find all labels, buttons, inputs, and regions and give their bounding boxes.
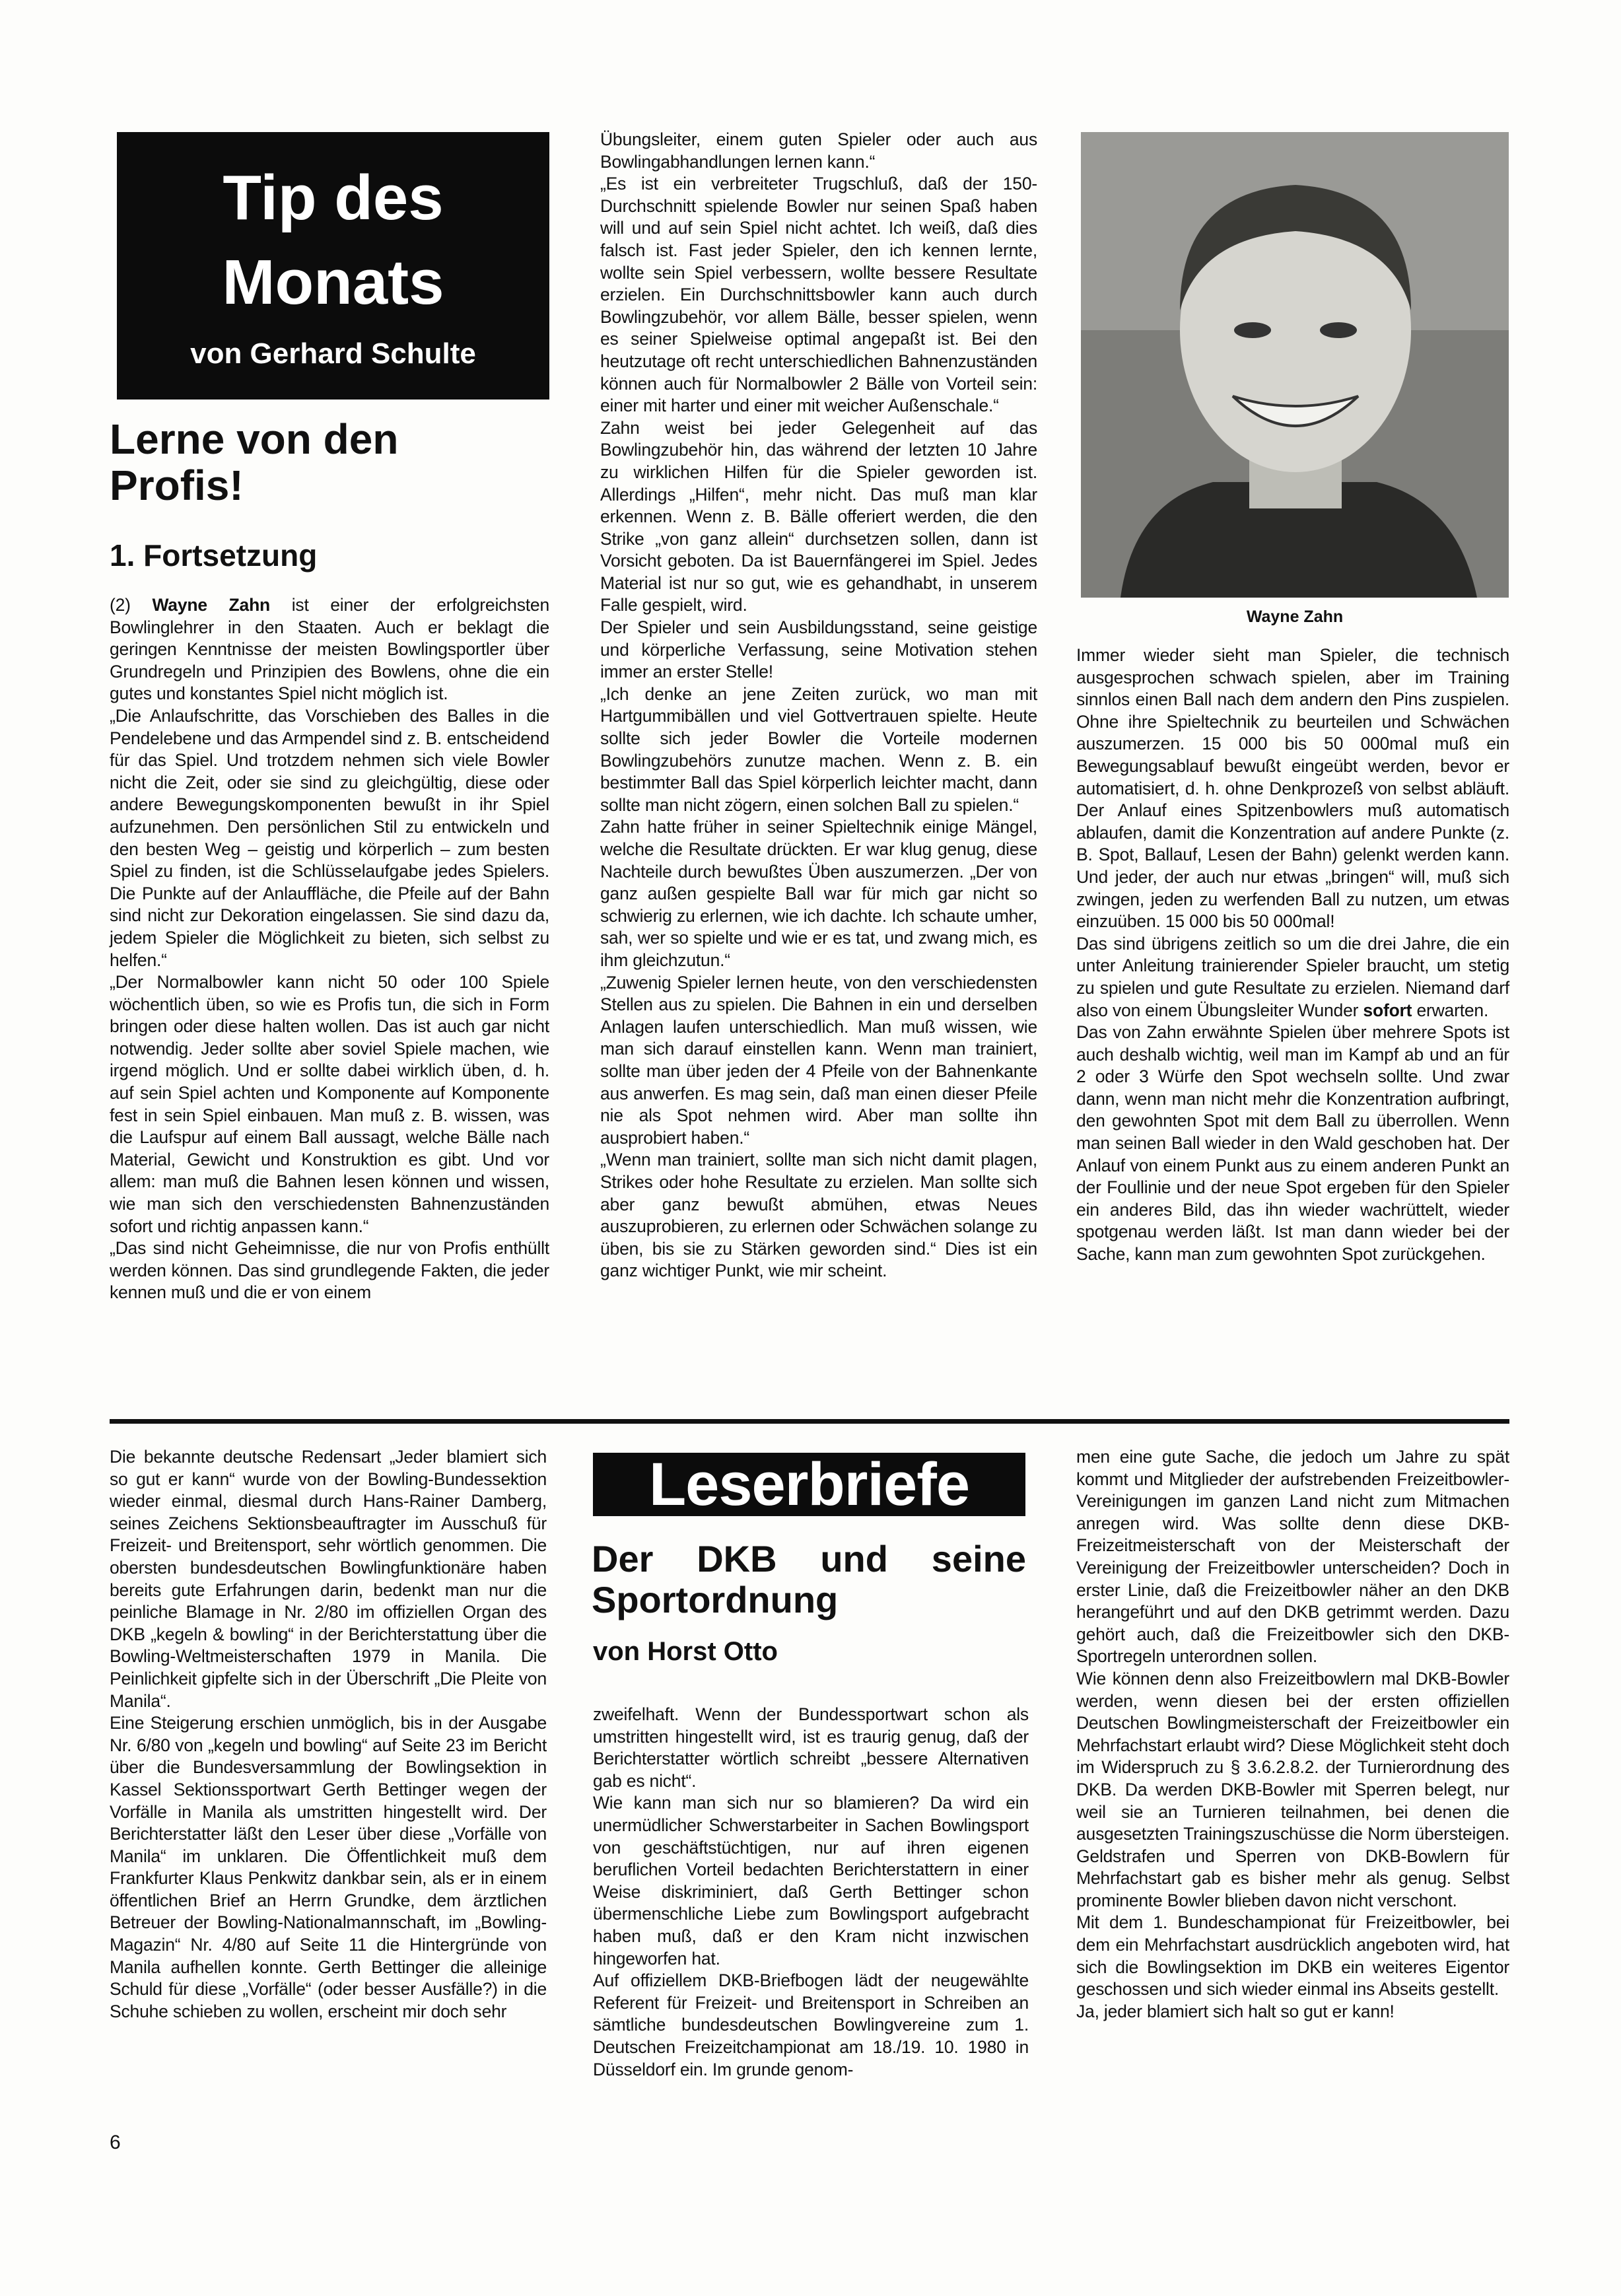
paragraph: „Zuwenig Spieler lernen heute, von den verschiedensten Stellen aus zu spielen. Die Bahnen in ein und derselben Anlagen laufen unterschiedlich. Man muß wissen, wie man sich darauf einstellen kann. Wenn man trainiert, sollte man über jeden der 4 Pfeile von der Bahnenkante aus anwerfen. Es mag sein, daß man einen dieser Pfeile nie als Spot nehmen wird. Aber man sollte ihn ausprobiert haben.“ (600, 972, 1037, 1148)
text: erwarten. (1412, 1000, 1489, 1020)
tip-column-1 (110, 594, 549, 1304)
section-divider (110, 1419, 1509, 1424)
bold-word: sofort (1363, 1000, 1412, 1020)
portrait-image (1081, 132, 1509, 598)
bold-name: Wayne Zahn (152, 595, 271, 615)
letters-banner (593, 1453, 1025, 1516)
column-title-line2: Monats (222, 247, 444, 318)
paragraph: men eine gute Sache, die jedoch um Jahre zu spät kommt und Mitglieder der aufstrebenden Freizeitbowler-Vereinigungen im ganzen Land nicht zum Mitmachen anregen wird. Was sollte denn diese DKB-Freizeitmeisterschaft von der Meisterschaft der Vereinigung der Freizeitbowler unterscheiden? Doch in erster Linie, daß die Freizeitbowler näher an den DKB herangeführt und auf den DKB getrimmt werden. Dazu gehört auch, daß die Freizeitbowler sich den DKB-Sportregeln unterordnen sollen. (1076, 1447, 1509, 1667)
letter-byline: von Horst Otto (593, 1637, 778, 1666)
paragraph (110, 594, 549, 705)
letters-banner-text: Leserbriefe (648, 1451, 970, 1518)
text: Das sind übrigens zeitlich so um die drei Jahre, die ein unter Anleitung trainierender Spieler braucht, um stetig zu spielen und gute Resultate zu erzielen. Niemand darf also von einem Übungsleiter Wunder (1076, 933, 1509, 1020)
paragraph: „Wenn man trainiert, sollte man sich nicht damit plagen, Strikes oder hohe Resultate zu erzielen. Man sollte sich aber ganz bewußt abmühen, etwas Neues auszuprobieren, zu erlernen oder Schwächen solange zu üben, bis sie zu Stärken geworden sind.“ Dies ist ein ganz wichtiger Punkt, wie mir scheint. (600, 1150, 1037, 1281)
column-byline: von Gerhard Schulte (190, 337, 476, 370)
article-title: Lerne von den Profis! (110, 415, 399, 509)
paragraph: Eine Steigerung erschien unmöglich, bis in der Ausgabe Nr. 6/80 von „kegeln und bowling“ auf Seite 23 im Bericht über die Bundesversammlung der Bowlingsektion in Kassel Sektionssportwart Gerth Bettinger wegen der Vorfälle in Manila als umstritten hingestellt wird. Der Berichterstatter läßt den Leser über diese „Vorfälle von Manila“ im unklaren. Die Öffentlichkeit muß dem Frankfurter Klaus Penkwitz dankbar sein, als er in einem öffentlichen Brief an Herrn Grundke, dem ärztlichen Betreuer der Bowling-Nationalmannschaft, im „Bowling-Magazin“ Nr. 4/80 auf Seite 11 die Hintergründe von Manila aufhellen konnte. Gerth Bettinger die alleinige Schuld für diese „Vorfälle“ (oder besser Ausfälle?) in die Schuhe schieben zu wollen, erscheint mir doch sehr (110, 1713, 547, 2021)
letters-column-3 (1076, 1446, 1509, 2023)
letters-column-1 (110, 1446, 547, 2023)
tip-column-3 (1076, 644, 1509, 1266)
paragraph: Das von Zahn erwähnte Spielen über mehrere Spots ist auch deshalb wichtig, weil man im Kampf ab und an für 2 oder 3 Würfe den Spot wechseln sollte. Und zwar dann, wenn man nicht mehr die Konzentration aufbringt, den gewohnten Spot mit dem Ball zu überrollen. Wenn man seinen Ball wieder in den Wald geschoben hat. Der Anlauf von einem Punkt aus zu einem anderen Punkt an der Foullinie und der neue Spot ergeben für den Spieler ein anderes Bild, das ihn wieder wachrüttelt, wieder spotgenau werden läßt. Ist man dann wieder bei der Sache, kann man zum gewohnten Spot zurückgehen. (1076, 1022, 1509, 1265)
paragraph: „Die Anlaufschritte, das Vorschieben des Balles in die Pendelebene und das Armpendel sind z. B. entscheidend für das Spiel. Und trotzdem nehmen sich viele Bowler nicht die Zeit, oder sie sind zu gleichgültig, diese oder andere Bewegungskomponenten bewußt in ihr Spiel aufzunehmen. Den persönlichen Stil zu entwickeln und den besten Weg – geistig und körperlich – zum besten Spiel zu finden, ist die Schlüsselaufgabe jedes Spielers. Die Punkte auf der Anlauffläche, die Pfeile auf der Bahn sind nicht zur Dekoration eingelassen. Sie sind dazu da, jedem Spieler die Möglichkeit zu bieten, sich selbst zu helfen.“ (110, 705, 549, 970)
paragraph: „Das sind nicht Geheimnisse, die nur von Profis enthüllt werden können. Das sind grundlegende Fakten, die jeder kennen muß und die er von einem (110, 1238, 549, 1303)
paragraph: Auf offiziellem DKB-Briefbogen lädt der neugewählte Referent für Freizeit- und Breitensport in Schreiben an sämtliche bundesdeutschen Bowlingvereine zum 1. Deutschen Freizeitchampionat am 18./19. 10. 1980 in Düsseldorf ein. Im grunde genom- (593, 1970, 1029, 2079)
text: (2) (110, 595, 153, 615)
paragraph: Zahn hatte früher in seiner Spieltechnik einige Mängel, welche die Resultate drückten. Er war klug genug, diese Nachteile durch bewußtes Üben auszumerzen. „Der von ganz außen gespielte Ball war für mich gar nicht so schwierig zu erlernen, wie ich dachte. Ich schaute umher, sah, wer so spielte und wie er es tat, und zwang mich, es ihm gleichzutun.“ (600, 817, 1037, 970)
paragraph: Übungsleiter, einem guten Spieler oder auch aus Bowlingabhandlungen lernen kann.“ (600, 129, 1037, 172)
paragraph: Zahn weist bei jeder Gelegenheit auf das Bowlingzubehör hin, das während der letzten 10 Jahre zu wirklichen Hilfen für die Spieler geworden ist. Allerdings „Hilfen“, mehr nicht. Das muß man klar erkennen. Wenn z. B. Bälle offeriert werden, die den Strike „von ganz allein“ durchsetzen sollen, dann ist Vorsicht geboten. Da ist Bauernfängerei im Spiel. Jedes Material ist nur so gut, wie es gehandhabt, in unserem Falle gespielt, wird. (600, 417, 1037, 615)
paragraph: „Es ist ein verbreiteter Trugschluß, daß der 150-Durchschnitt spielende Bowler nur seinen Spaß haben will und auf sein Spiel nicht achtet. Ich weiß, daß dies falsch ist. Fast jeder Spieler, den ich kennen lernte, wollte sein Spiel verbessern, wollte bessere Resultate erzielen. Ein Durchschnittsbowler kann auch durch Bowlingzubehör, vor allem Bälle, besser spielen, wenn es seiner Spielweise optimal angepaßt ist. Bei den heutzutage oft recht unterschiedlichen Bahnenzuständen können auch für Normalbowler 2 Bälle von Vorteil sein: einer mit harter und einer mit weicher Außenschale.“ (600, 174, 1037, 416)
column-title-box (117, 132, 549, 400)
page-number: 6 (110, 2132, 121, 2153)
paragraph: „Der Normalbowler kann nicht 50 oder 100 Spiele wöchentlich üben, so wie es Profis tun, die sich in Form bringen oder diese halten wollen. Das ist auch gar nicht notwendig. Jeder sollte aber soviel Spiele machen, wie irgend möglich. Und er sollte dabei wirklich üben, d. h. auf sein Spiel achten und Komponente auf Komponente fest in sein Spiel einbauen. Man muß z. B. wissen, was die Laufspur auf einem Ball aussagt, welche Bälle nach Material, Gewicht und Konstruktion es gibt. Und vor allem: man muß die Bahnen lesen können und wissen, wie man sich den verschiedensten Bahnenzuständen sofort und richtig anpassen kann.“ (110, 972, 549, 1236)
article-subtitle: 1. Fortsetzung (110, 538, 318, 573)
paragraph: zweifelhaft. Wenn der Bundessportwart schon als umstritten hingestellt wird, ist es traurig genug, daß der Berichterstatter wörtlich schreibt „bessere Alternativen gab es nicht“. (593, 1704, 1029, 1791)
column-title-line1: Tip des (223, 162, 444, 233)
paragraph: Ja, jeder blamiert sich halt so gut er kann! (1076, 2001, 1395, 2021)
letter-title: Der DKB und seine Sportordnung (592, 1538, 1026, 1620)
paragraph: „Ich denke an jene Zeiten zurück, wo man mit Hartgummibällen und viel Gottvertrauen spielte. Heute sollte sich jeder Bowler die Vorteile modernen Bowlingzubehörs zunutze machen. Wenn z. B. ein bestimmter Ball das Spiel körperlich leichter macht, dann sollte man nicht zögern, einen solchen Ball zu spielen.“ (600, 683, 1037, 815)
letters-column-2 (593, 1704, 1029, 2081)
paragraph: Der Spieler und sein Ausbildungsstand, seine geistige und körperliche Verfassung, seine Motivation stehen immer an erster Stelle! (600, 617, 1037, 682)
portrait-photo (1081, 132, 1509, 598)
tip-column-2 (600, 129, 1037, 1282)
paragraph: Immer wieder sieht man Spieler, die technisch ausgesprochen schwach spielen, aber im Training sinnlos einen Ball nach dem andern den Pins zuspielen. Ohne ihre Spieltechnik zu beurteilen und Schwächen auszumerzen. 15 000 bis 50 000mal muß ein Bewegungsablauf bewußt eingeübt werden, bevor er automatisiert, d. h. ohne Denkprozeß von selbst abläuft. Der Anlauf eines Spitzenbowlers muß automatisch ablaufen, damit die Konzentration auf andere Punkte (z. B. Spot, Ballauf, Lesen der Bahn) gelenkt werden kann. Und jeder, der auch nur etwas „bringen“ will, muß sich zwingen, jeden zu werfenden Ball zu nutzen, um etwas einzuüben. 15 000 bis 50 000mal! (1076, 645, 1509, 932)
photo-caption: Wayne Zahn (1246, 608, 1344, 626)
paragraph: Mit dem 1. Bundeschampionat für Freizeitbowler, bei dem ein Mehrfachstart ausdrücklich angeboten wird, hat sich die Bowlingsektion im DKB ein weiteres Eigentor geschossen und sich wieder einmal ins Abseits gestellt. (1076, 1912, 1509, 2000)
text: ist einer der erfolgreichsten Bowlinglehrer in den Staaten. Auch er beklagt die geringen Kenntnisse der meisten Bowlingsportler über Grundregeln und Prinzipien des Bowlens, ohne die ein gutes und konstantes Spiel nicht möglich ist. (110, 595, 550, 704)
paragraph: Die bekannte deutsche Redensart „Jeder blamiert sich so gut er kann“ wurde von der Bowling-Bundessektion wieder einmal, diesmal durch Hans-Rainer Damberg, seines Zeichens Sektionsbeauftragter im Ausschuß für Freizeit- und Breitensport, sehr wörtlich genommen. Die obersten bundesdeutschen Bowlingfunktionäre haben bereits gute Erfahrungen darin, bedenkt man nur die peinliche Blamage in Nr. 2/80 im offiziellen Organ des DKB „kegeln & bowling“ in der Berichterstattung über die Bowling-Weltmeisterschaften 1979 in Manila. Die Peinlichkeit gipfelte sich in der Überschrift „Die Pleite von Manila“. (110, 1447, 547, 1711)
paragraph: Wie können denn also Freizeitbowlern mal DKB-Bowler werden, wenn diesen bei der ersten offiziellen Deutschen Bowlingmeisterschaft der Freizeitbowler ein Mehrfachstart erlaubt wird? Diese Möglichkeit steht doch im Widerspruch zu § 3.6.2.8.2. der Turnierordnung des DKB. Da werden DKB-Bowler mit Sperren belegt, nur weil sie an Turnieren teilnahmen, bei denen die ausgesetzten Trainingszuschüsse die Norm übersteigen. Geldstrafen und Sperren von DKB-Bowlern für Mehrfachstart gab es bisher mehr als genug. Selbst prominente Bowler blieben davon nicht verschont. (1076, 1668, 1509, 1910)
paragraph: Wie kann man sich nur so blamieren? Da wird ein unermüdlicher Schwerstarbeiter in Sachen Bowlingsport von geschäftstüchtigen, nur auf ihren eigenen beruflichen Vorteil bedachten Berichterstattern in einer Weise diskriminiert, daß Gerth Bettinger schon übermenschliche Liebe zum Bowlingsport aufgebracht haben muß, daß er den Kram nicht inzwischen hingeworfen hat. (593, 1793, 1029, 1968)
paragraph (1076, 933, 1509, 1022)
